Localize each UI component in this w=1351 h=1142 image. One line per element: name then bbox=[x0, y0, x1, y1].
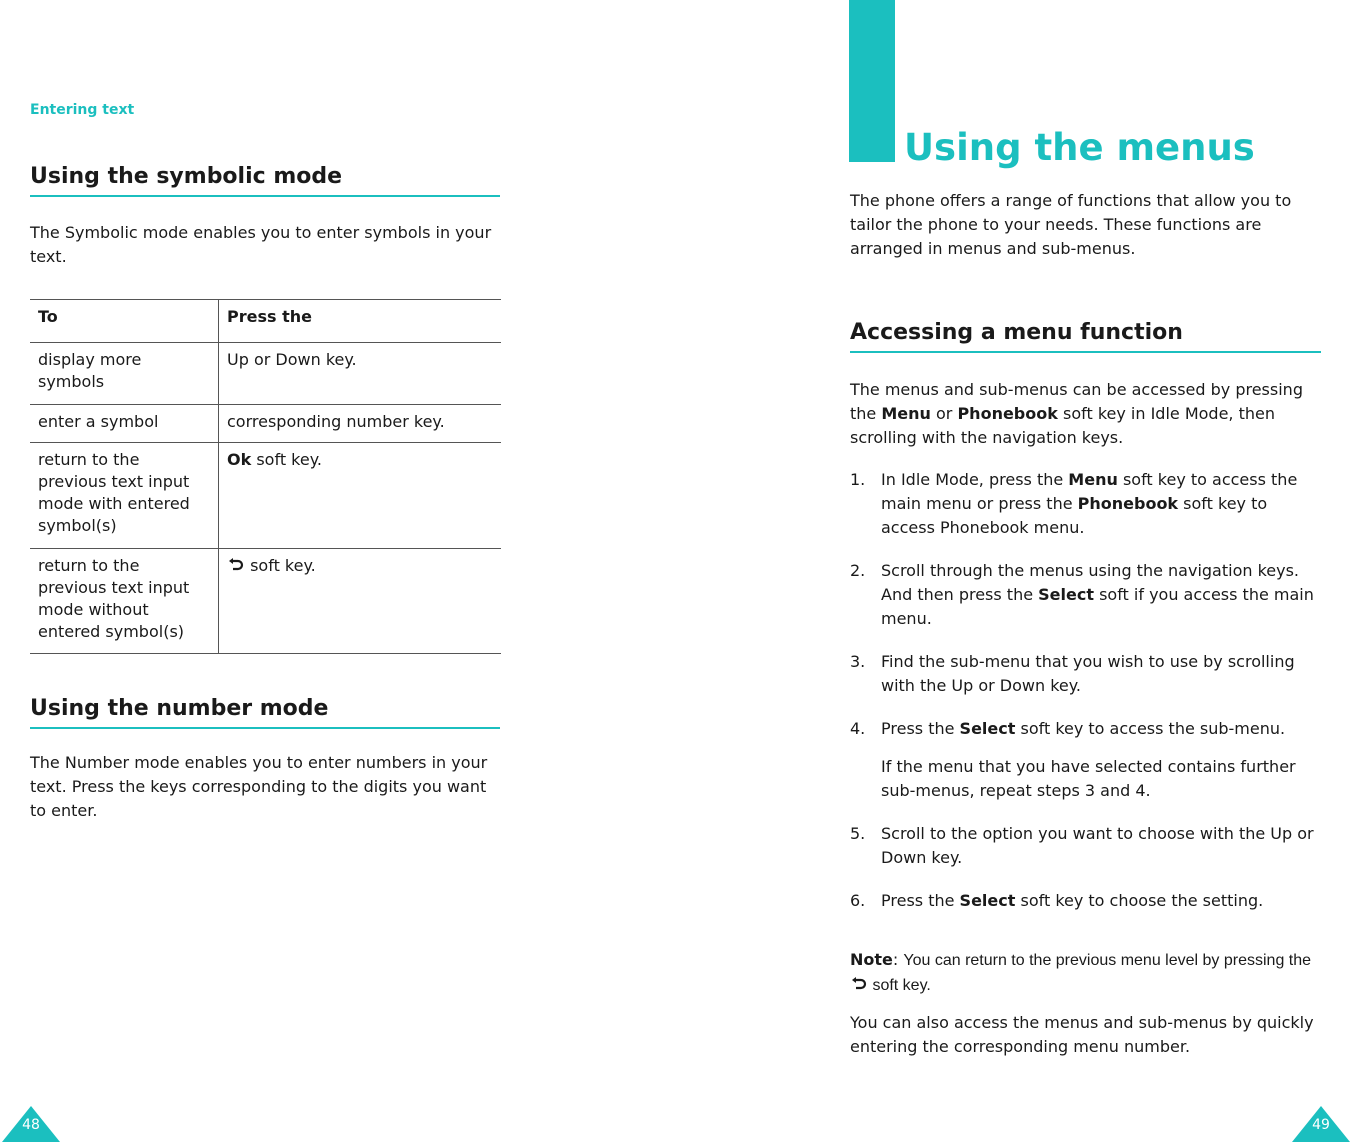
chapter-tab-block bbox=[849, 0, 895, 162]
step-number: 3. bbox=[850, 652, 866, 671]
accessing-intro bbox=[850, 378, 1320, 450]
heading-rule bbox=[30, 727, 500, 729]
list-item bbox=[850, 717, 1320, 803]
step-number: 6. bbox=[850, 891, 866, 910]
list-item bbox=[850, 468, 1320, 540]
heading-rule bbox=[850, 351, 1321, 353]
table-row bbox=[30, 443, 501, 549]
number-section bbox=[30, 696, 500, 823]
step-text: soft if you access the main menu. bbox=[881, 585, 1314, 628]
number-heading: Using the number mode bbox=[30, 696, 329, 721]
table-header-to: To bbox=[30, 300, 219, 343]
list-item bbox=[850, 559, 1320, 631]
row-to: return to the previous text input mode with entered symbol(s) bbox=[30, 443, 219, 549]
step-bold: Select bbox=[959, 891, 1016, 910]
menu-key-label: Menu bbox=[881, 404, 931, 423]
number-intro: The Number mode enables you to enter numbers in your text. Press the keys corresponding to the digits you want to enter. bbox=[30, 753, 488, 820]
menus-intro: The phone offers a range of functions that allow you to tailor the phone to your needs. These functions are arranged in menus and sub-menus. bbox=[850, 191, 1292, 258]
row-press-text: soft key. bbox=[245, 556, 316, 575]
page-number-right bbox=[1292, 1106, 1350, 1142]
list-item bbox=[850, 650, 1320, 698]
step-text: Press the bbox=[881, 719, 960, 738]
step-bold: Select bbox=[959, 719, 1016, 738]
row-press-text: soft key. bbox=[251, 450, 322, 469]
step-text: Scroll to the option you want to choose with the Up or Down key. bbox=[881, 824, 1314, 867]
step-number: 2. bbox=[850, 561, 866, 580]
page-title: Using the menus bbox=[904, 126, 1255, 169]
table-row bbox=[30, 549, 501, 654]
accessing-section bbox=[850, 320, 1321, 353]
page-number-text: 49 bbox=[1312, 1117, 1330, 1133]
back-arrow-icon bbox=[227, 556, 245, 574]
step-text: soft key to access Phonebook menu. bbox=[881, 494, 1268, 537]
intro-text: or bbox=[930, 404, 958, 423]
symbolic-heading: Using the symbolic mode bbox=[30, 164, 343, 189]
closing-text: You can also access the menus and sub-menus by quickly entering the corresponding menu number. bbox=[850, 1013, 1314, 1056]
row-press bbox=[219, 443, 502, 549]
step-number: 4. bbox=[850, 719, 866, 738]
step-text: soft key to access the main menu or press the bbox=[881, 470, 1298, 513]
row-press: Up or Down key. bbox=[227, 350, 357, 369]
table-header-press: Press the bbox=[227, 307, 312, 326]
symbolic-intro: The Symbolic mode enables you to enter symbols in your text. bbox=[30, 223, 492, 266]
step-text: Scroll through the menus using the navigation keys. And then press the bbox=[881, 561, 1300, 604]
row-press bbox=[219, 549, 502, 654]
step-bold: Menu bbox=[1068, 470, 1118, 489]
step-number: 1. bbox=[850, 470, 866, 489]
step-number: 5. bbox=[850, 824, 866, 843]
heading-rule bbox=[30, 195, 500, 197]
accessing-heading: Accessing a menu function bbox=[850, 320, 1183, 345]
row-to: enter a symbol bbox=[30, 405, 219, 443]
page-number-text: 48 bbox=[22, 1117, 40, 1133]
step-extra: If the menu that you have selected contains further sub-menus, repeat steps 3 and 4. bbox=[881, 757, 1296, 800]
row-press: corresponding number key. bbox=[227, 412, 445, 431]
steps-list bbox=[850, 468, 1320, 932]
note-text: You can return to the previous menu level by pressing the bbox=[903, 952, 1312, 969]
row-to: return to the previous text input mode without entered symbol(s) bbox=[30, 549, 219, 654]
section-label: Entering text bbox=[30, 102, 135, 118]
phonebook-key-label: Phonebook bbox=[957, 404, 1058, 423]
step-text: soft key to choose the setting. bbox=[1015, 891, 1264, 910]
step-text: In Idle Mode, press the bbox=[881, 470, 1069, 489]
symbolic-section bbox=[30, 164, 500, 269]
step-bold: Phonebook bbox=[1077, 494, 1179, 513]
list-item bbox=[850, 822, 1320, 870]
step-bold: Select bbox=[1038, 585, 1094, 604]
step-text: soft key to access the sub-menu. bbox=[1015, 719, 1286, 738]
table-row bbox=[30, 343, 501, 405]
note-text: soft key. bbox=[868, 977, 931, 994]
step-text: Press the bbox=[881, 891, 960, 910]
back-arrow-icon bbox=[850, 975, 868, 993]
note-label: Note bbox=[850, 950, 893, 969]
intro-text: The menus and sub-menus can be accessed by pressing the bbox=[850, 380, 1303, 423]
page-number-left bbox=[2, 1106, 60, 1142]
ok-key-label: Ok bbox=[227, 450, 252, 469]
list-item bbox=[850, 889, 1320, 913]
note: Note: You can return to the previous menu level by pressing the soft key. bbox=[850, 950, 1312, 994]
table-header-row bbox=[30, 300, 501, 343]
table-row bbox=[30, 405, 501, 443]
step-text: Find the sub-menu that you wish to use by scrolling with the Up or Down key. bbox=[881, 652, 1295, 695]
symbol-table bbox=[30, 299, 501, 654]
intro-text: soft key in Idle Mode, then scrolling with the navigation keys. bbox=[850, 404, 1275, 447]
row-to: display more symbols bbox=[30, 343, 219, 405]
